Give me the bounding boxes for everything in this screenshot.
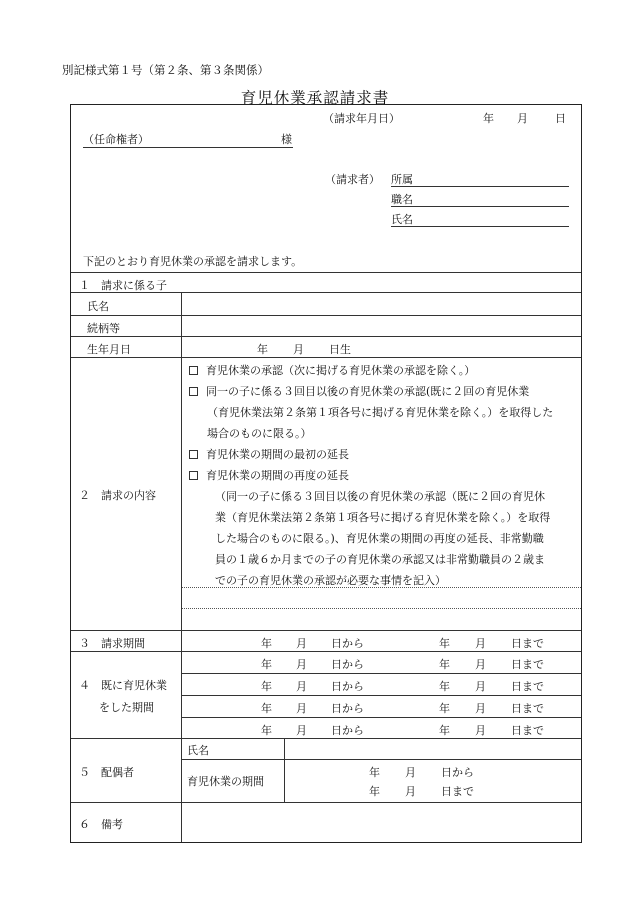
divider: [71, 651, 581, 652]
period-year: 年: [261, 702, 272, 715]
period-month: 月: [296, 680, 307, 693]
requester-label: （請求者）: [325, 173, 380, 186]
section4-heading-line2: をした期間: [99, 701, 154, 714]
period-to: 日まで: [511, 724, 544, 737]
reason-note-line3: した場合のものに限る。)、育児休業の期間の再度の延長、非常勤職: [215, 532, 544, 545]
requester-position-label: 職名: [391, 193, 413, 206]
period-month: 月: [475, 637, 486, 650]
period-to: 日まで: [511, 637, 544, 650]
divider: [71, 357, 581, 358]
period-year: 年: [261, 724, 272, 737]
divider: [71, 802, 581, 803]
section1-heading: １ 請求に係る子: [79, 279, 167, 292]
option-first-extension[interactable]: 育児休業の期間の最初の延長: [189, 446, 349, 462]
period-from: 日から: [331, 680, 364, 693]
period-month: 月: [475, 702, 486, 715]
period-year: 年: [261, 680, 272, 693]
name-underline: [391, 226, 569, 227]
divider: [71, 738, 581, 739]
form-type-label: 別記様式第１号（第２条、第３条関係）: [62, 63, 269, 77]
column-divider: [284, 738, 285, 802]
period-year: 年: [439, 724, 450, 737]
option-third-approval[interactable]: 同一の子に係る３回目以後の育児休業の承認(既に２回の育児休業: [189, 383, 529, 399]
period-month: 月: [475, 658, 486, 671]
request-date-label: （請求年月日）: [323, 112, 400, 125]
option-third-approval-line2: （育児休業法第２条第１項各号に掲げる育児休業を除く。）を取得した: [207, 406, 554, 419]
period-year: 年: [439, 702, 450, 715]
request-date-year: 年: [483, 112, 494, 125]
document-title: 育児休業承認請求書: [240, 89, 390, 107]
section5-heading: ５ 配偶者: [79, 766, 134, 779]
divider: [71, 630, 581, 631]
divider: [71, 315, 581, 316]
reason-note-line4: 員の１歳６か月までの子の育児休業の承認又は非常勤職員の２歳ま: [215, 553, 545, 566]
column-divider: [181, 292, 182, 842]
period-from: 日から: [331, 658, 364, 671]
option-third-approval-line3: 場合のものに限る。）: [207, 427, 312, 440]
dotted-divider: [181, 608, 581, 609]
period-month: 月: [296, 637, 307, 650]
birth-month: 月: [293, 343, 304, 356]
period-year: 年: [439, 658, 450, 671]
divider: [181, 673, 581, 674]
option-approval[interactable]: 育児休業の承認（次に掲げる育児休業の承認を除く。）: [189, 362, 475, 378]
period-month: 月: [296, 724, 307, 737]
period-year: 年: [439, 637, 450, 650]
period-month: 月: [405, 785, 416, 798]
period-from: 日から: [331, 702, 364, 715]
period-month: 月: [296, 658, 307, 671]
spouse-name-label: 氏名: [187, 744, 209, 757]
requester-affiliation-label: 所属: [391, 173, 413, 186]
intro-text: 下記のとおり育児休業の承認を請求します。: [83, 255, 303, 268]
request-date-day: 日: [555, 112, 566, 125]
period-year: 年: [261, 658, 272, 671]
checkbox-icon[interactable]: [189, 387, 198, 396]
form-frame: [70, 104, 582, 843]
position-underline: [391, 206, 569, 207]
reason-note-line1: （同一の子に係る３回目以後の育児休業の承認（既に２回の育児休: [215, 490, 545, 503]
period-to: 日まで: [441, 785, 474, 798]
requester-name-label: 氏名: [391, 213, 413, 226]
divider: [71, 336, 581, 337]
affiliation-underline: [391, 186, 569, 187]
reason-note-line5: での子の育児休業の承認が必要な事情を記入）: [215, 574, 446, 587]
period-to: 日まで: [511, 702, 544, 715]
period-year: 年: [369, 785, 380, 798]
reason-note-line2: 業（育児休業法第２条第１項各号に掲げる育児休業を除く。）を取得: [215, 511, 551, 524]
section4-heading: ４ 既に育児休業: [79, 679, 167, 692]
birth-year: 年: [257, 343, 268, 356]
section3-heading: ３ 請求期間: [79, 637, 145, 650]
addressee-underline: [83, 147, 293, 148]
divider: [71, 272, 581, 273]
period-month: 月: [475, 680, 486, 693]
section6-heading: ６ 備考: [79, 818, 123, 831]
child-relation-label: 続柄等: [87, 322, 120, 335]
child-name-label: 氏名: [87, 300, 109, 313]
period-from: 日から: [331, 724, 364, 737]
checkbox-icon[interactable]: [189, 471, 198, 480]
period-month: 月: [475, 724, 486, 737]
period-to: 日まで: [511, 658, 544, 671]
divider: [181, 695, 581, 696]
addressee-honorific: 様: [281, 133, 292, 146]
period-to: 日まで: [511, 680, 544, 693]
child-birth-label: 生年月日: [87, 343, 131, 356]
period-from: 日から: [331, 637, 364, 650]
divider: [181, 759, 581, 760]
addressee-label: （任命権者）: [83, 133, 149, 146]
checkbox-icon[interactable]: [189, 450, 198, 459]
period-month: 月: [405, 766, 416, 779]
period-year: 年: [261, 637, 272, 650]
period-year: 年: [439, 680, 450, 693]
request-date-month: 月: [517, 112, 528, 125]
spouse-period-label: 育児休業の期間: [187, 775, 264, 788]
period-year: 年: [369, 766, 380, 779]
option-second-extension[interactable]: 育児休業の期間の再度の延長: [189, 467, 349, 483]
period-from: 日から: [441, 766, 474, 779]
birth-day: 日生: [329, 343, 351, 356]
section2-heading: ２ 請求の内容: [79, 489, 156, 502]
checkbox-icon[interactable]: [189, 366, 198, 375]
divider: [181, 717, 581, 718]
period-month: 月: [296, 702, 307, 715]
